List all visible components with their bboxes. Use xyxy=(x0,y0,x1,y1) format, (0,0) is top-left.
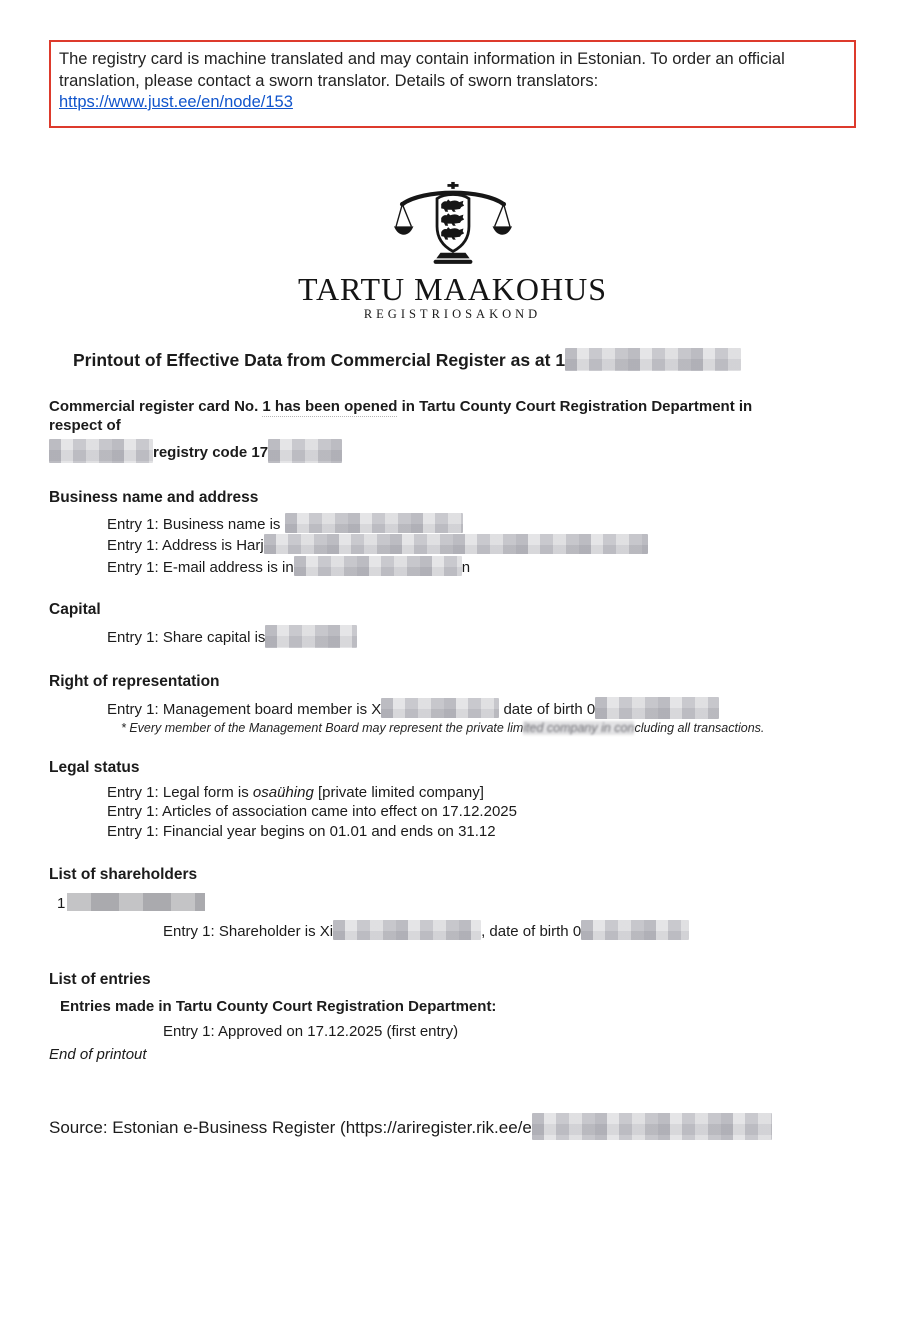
entry-legal-form-text: Entry 1: Legal form is xyxy=(107,783,253,801)
document-title xyxy=(73,348,856,372)
entry-legal-form-translation: [private limited company] xyxy=(313,783,484,801)
section-heading-shareholders: List of shareholders xyxy=(49,866,198,883)
entry-board-member-dob-text: date of birth 0 xyxy=(499,701,596,718)
translation-notice-text: The registry card is machine translated and may contain information in Estonian. To order an official translation, please contact a sworn translator. Details of sworn translators: xyxy=(59,50,785,90)
section-shareholders xyxy=(49,865,856,942)
source-text: Source: Estonian e-Business Register (https://ariregister.rik.ee/e xyxy=(49,1118,532,1137)
representation-footnote-veiled: ited company in con xyxy=(523,720,635,735)
intro-text-1: Commercial register card No. xyxy=(49,397,263,415)
entry-address-text: Entry 1: Address is Harj xyxy=(107,537,264,554)
redaction-board-member-dob xyxy=(595,697,719,719)
entry-email-text: Entry 1: E-mail address is in xyxy=(107,558,294,576)
sworn-translators-link[interactable]: https://www.just.ee/en/node/153 xyxy=(59,93,293,111)
redaction-title-date xyxy=(565,348,741,371)
entry-address xyxy=(107,534,856,556)
court-emblem-icon xyxy=(394,180,512,270)
redaction-shareholder-dob xyxy=(581,920,689,940)
entry-articles: Entry 1: Articles of association came into effect on 17.12.2025 xyxy=(107,803,517,820)
document-title-text: Printout of Effective Data from Commercial Register as at 1 xyxy=(73,349,566,370)
section-heading-legal-status: Legal status xyxy=(49,758,140,776)
source-line xyxy=(49,1113,856,1140)
entry-business-name xyxy=(107,513,856,535)
section-legal-status xyxy=(49,758,856,842)
entry-board-member-text: Entry 1: Management board member is X xyxy=(107,701,382,718)
redaction-share-capital xyxy=(265,625,357,648)
redaction-source-url xyxy=(532,1113,772,1140)
court-name: TARTU MAAKOHUS xyxy=(297,270,608,307)
representation-footnote xyxy=(121,720,856,736)
entry-shareholder xyxy=(163,920,856,942)
redaction-business-name xyxy=(285,513,463,533)
entry-share-capital-text: Entry 1: Share capital is xyxy=(107,629,266,646)
entry-business-name-text: Entry 1: Business name is xyxy=(107,515,285,533)
end-of-printout: End of printout xyxy=(49,1046,147,1063)
redaction-shareholder-name xyxy=(333,920,481,940)
section-business xyxy=(49,488,856,578)
section-representation xyxy=(49,672,856,736)
section-heading-entries: List of entries xyxy=(49,970,151,988)
redaction-company-name xyxy=(49,439,153,463)
entry-legal-form-term: osaühing xyxy=(252,783,314,801)
entry-board-member xyxy=(107,697,856,720)
entries-subheading: Entries made in Tartu County Court Registration Department: xyxy=(60,997,497,1015)
section-capital xyxy=(49,600,856,648)
entry-financial-year: Entry 1: Financial year begins on 01.01 and ends on 31.12 xyxy=(107,822,496,840)
registry-printout-page xyxy=(0,40,904,1140)
entry-approved: Entry 1: Approved on 17.12.2025 (first entry) xyxy=(163,1022,459,1040)
registry-code-label: registry code 17 xyxy=(153,443,269,461)
translation-notice-box xyxy=(49,40,856,128)
redaction-registry-code xyxy=(268,439,342,463)
section-heading-representation: Right of representation xyxy=(49,673,220,690)
court-header xyxy=(49,180,856,322)
entry-share-capital xyxy=(107,625,856,648)
court-department: REGISTRIOSAKOND xyxy=(363,306,542,321)
section-heading-capital: Capital xyxy=(49,601,101,618)
redaction-board-member-name xyxy=(381,698,499,718)
intro-text-2: in Tartu County Court Registration Department in xyxy=(397,397,753,415)
redaction-address xyxy=(264,534,648,554)
representation-footnote-c: cluding all transactions. xyxy=(634,720,765,735)
section-heading-business: Business name and address xyxy=(49,488,259,506)
entry-shareholder-dob-text: , date of birth 0 xyxy=(481,923,582,940)
shareholder-code-line xyxy=(57,893,856,914)
entry-legal-form xyxy=(107,783,856,803)
representation-footnote-a: * Every member of the Management Board may represent the private lim xyxy=(121,720,524,735)
redaction-email xyxy=(294,556,462,576)
entry-shareholder-text: Entry 1: Shareholder is Xi xyxy=(163,923,334,940)
intro-text-3: respect of xyxy=(49,416,121,434)
intro-text-underlined: 1 has been opened xyxy=(262,397,398,415)
intro-paragraph xyxy=(49,397,856,435)
redaction-shareholder-code xyxy=(67,893,205,911)
registry-code-line xyxy=(49,439,856,464)
entry-email-tail: n xyxy=(461,558,471,576)
entry-email xyxy=(107,556,856,578)
shareholder-code-digit: 1 xyxy=(57,895,66,912)
section-entries xyxy=(49,970,856,1066)
